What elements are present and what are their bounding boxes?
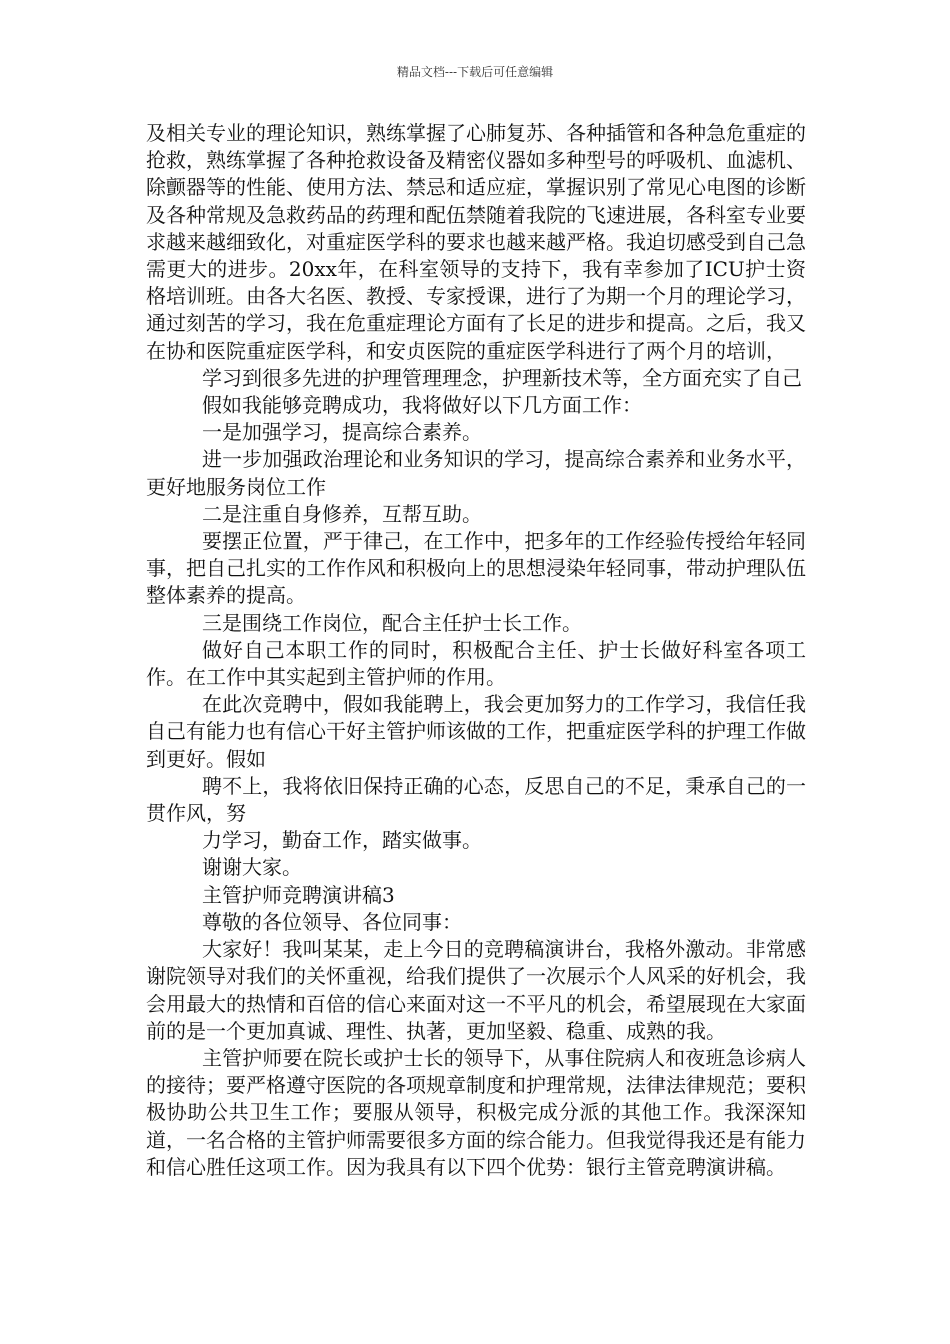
document-body xyxy=(146,120,806,1181)
paragraph: 大家好！我叫某某，走上今日的竞聘稿演讲台，我格外激动。非常感谢院领导对我们的关怀重视，给我们提供了一次展示个人风采的好机会，我会用最大的热情和百倍的信心来面对这一不平凡的机会，希望展现在大家面前的是一个更加真诚、理性、执著，更加坚毅、稳重、成熟的我。 xyxy=(146,937,806,1043)
paragraph: 要摆正位置，严于律己，在工作中，把多年的工作经验传授给年轻同事，把自己扎实的工作作风和积极向上的思想浸染年轻同事，带动护理队伍整体素养的提高。 xyxy=(146,529,806,608)
section-heading: 三是围绕工作岗位，配合主任护士长工作。 xyxy=(202,610,582,635)
paragraph: 主管护师要在院长或护士长的领导下，从事住院病人和夜班急诊病人的接待；要严格遵守医院的各项规章制度和护理常规，法律法律规范；要积极协助公共卫生工作；要服从领导，积极完成分派的其他工作。我深深知道，一名合格的主管护师需要很多方面的综合能力。但我觉得我还是有能力和信心胜任这项工作。因为我具有以下四个优势：银行主管竞聘演讲稿。 xyxy=(146,1045,806,1179)
paragraph: 做好自己本职工作的同时，积极配合主任、护士长做好科室各项工作。在工作中其实起到主管护师的作用。 xyxy=(146,637,806,690)
paragraph: 聘不上，我将依旧保持正确的心态，反思自己的不足，秉承自己的一贯作风，努 xyxy=(146,773,806,826)
paragraph: 进一步加强政治理论和业务知识的学习，提高综合素养和业务水平，更好地服务岗位工作 xyxy=(146,447,806,499)
page-header: 精品文档---下载后可任意编辑 xyxy=(396,65,554,79)
section-heading: 一是加强学习，提高综合素养。 xyxy=(202,420,482,445)
paragraph: 学习到很多先进的护理管理理念，护理新技术等，全方面充实了自己 xyxy=(202,365,802,390)
paragraph: 及相关专业的理论知识，熟练掌握了心肺复苏、各种插管和各种急危重症的抢救，熟练掌握了各种抢救设备及精密仪器如多种型号的呼吸机、血滤机、除颤器等的性能、使用方法、禁忌和适应症，掌握识别了常见心电图的诊断及各种常规及急救药品的药理和配伍禁随着我院的飞速进展，各科室专业要求越来越细致化，对重症医学科的要求也越来越严格。我迫切感受到自己急需更大的进步。20xx年，在科室领导的支持下，我有幸参加了ICU护士资格培训班。由各大名医、教授、专家授课，进行了为期一个月的理论学习，通过刻苦的学习，我在危重症理论方面有了长足的进步和提高。之后，我又在协和医院重症医学科，和安贞医院的重症医学科进行了两个月的培训， xyxy=(146,121,806,363)
section-heading: 二是注重自身修养，互帮互助。 xyxy=(202,501,482,526)
paragraph: 在此次竞聘中，假如我能聘上，我会更加努力的工作学习，我信任我自己有能力也有信心干好主管护师该做的工作，把重症医学科的护理工作做到更好。假如 xyxy=(146,692,806,771)
speech-title: 主管护师竞聘演讲稿3 xyxy=(202,882,395,907)
salutation: 尊敬的各位领导、各位同事： xyxy=(202,909,462,934)
closing-line: 谢谢大家。 xyxy=(202,855,302,880)
paragraph: 假如我能够竞聘成功，我将做好以下几方面工作： xyxy=(202,393,642,418)
paragraph: 力学习，勤奋工作，踏实做事。 xyxy=(202,828,482,853)
